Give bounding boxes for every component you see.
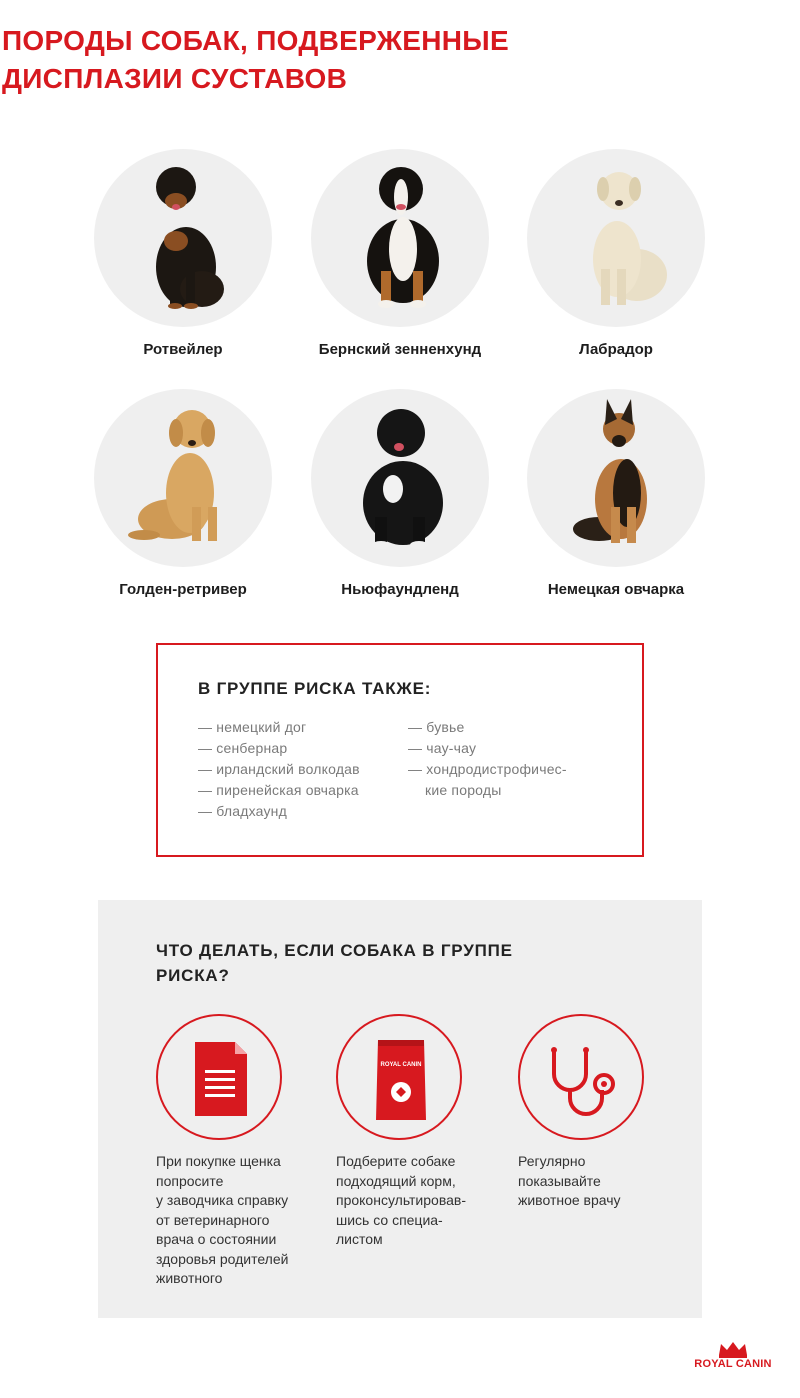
action-panel [98,900,702,1318]
list-item: — немецкий дог [198,719,307,735]
breed-label: Ньюфаундленд [341,581,459,598]
logo-text: ROYAL CANIN [694,1358,772,1370]
food-bag-icon [338,1016,464,1142]
step-vet [518,1014,678,1211]
breed-label: Немецкая овчарка [547,581,685,598]
step-icon-circle [518,1014,644,1140]
breed-label: Лабрадор [579,341,653,358]
breed-photo-circle [94,149,272,327]
step-text: Подберите собаке подходящий корм, проконсультировав- шись со специа- листом [336,1153,466,1247]
breed-label: Ротвейлер [143,341,223,358]
german-shepherd-photo-icon [527,389,705,567]
breed-photo-circle [527,149,705,327]
breed-card-golden-retriever [73,389,293,598]
list-item: — ирландский волкодав [198,761,360,777]
rottweiler-photo-icon [94,149,272,327]
list-item: — сенбернар [198,740,288,756]
list-item: — хондродистрофичес- [408,761,567,777]
list-item: — бувье [408,719,465,735]
breed-label: Бернский зенненхунд [318,341,482,358]
list-item: — чау-чау [408,740,477,756]
newfoundland-photo-icon [311,389,489,567]
breed-photo-circle [527,389,705,567]
bag-logo-text: ROYAL CANIN [380,1062,422,1068]
breed-card-rottweiler [73,149,293,358]
step-text: При покупке щенка попросите у заводчика справку от ветеринарного врача о состоянии здоровья родителей животного [156,1153,289,1286]
list-item: — пиренейская овчарка [198,782,359,798]
labrador-photo-icon [527,149,705,327]
breed-card-german-shepherd [506,389,726,598]
breed-photo-circle [311,149,489,327]
action-heading: ЧТО ДЕЛАТЬ, ЕСЛИ СОБАКА В ГРУППЕ РИСКА? [156,941,513,985]
step-icon-circle [156,1014,282,1140]
breed-photo-circle [94,389,272,567]
step-text: Регулярно показывайте животное врачу [518,1153,621,1208]
breed-card-labrador [506,149,726,358]
page-title: ПОРОДЫ СОБАК, ПОДВЕРЖЕННЫЕ ДИСПЛАЗИИ СУСТАВОВ [2,25,509,94]
breed-card-newfoundland [290,389,510,598]
step-food [336,1014,496,1250]
breed-label: Голден-ретривер [119,581,247,598]
royal-canin-logo [685,1340,781,1370]
step-document [156,1014,316,1289]
list-item: — бладхаунд [198,803,287,819]
list-item: кие породы [425,782,502,798]
stethoscope-icon [520,1016,646,1142]
risk-list-right [408,717,567,801]
bernese-photo-icon [311,149,489,327]
step-icon-circle [336,1014,462,1140]
breed-card-bernese [290,149,510,358]
breed-photo-circle [311,389,489,567]
risk-group-heading: В ГРУППЕ РИСКА ТАКЖЕ: [198,679,432,698]
risk-list-left [198,717,360,822]
crown-icon [685,1340,781,1358]
golden-retriever-photo-icon [94,389,272,567]
document-icon [158,1016,284,1142]
risk-group-box [156,643,644,857]
